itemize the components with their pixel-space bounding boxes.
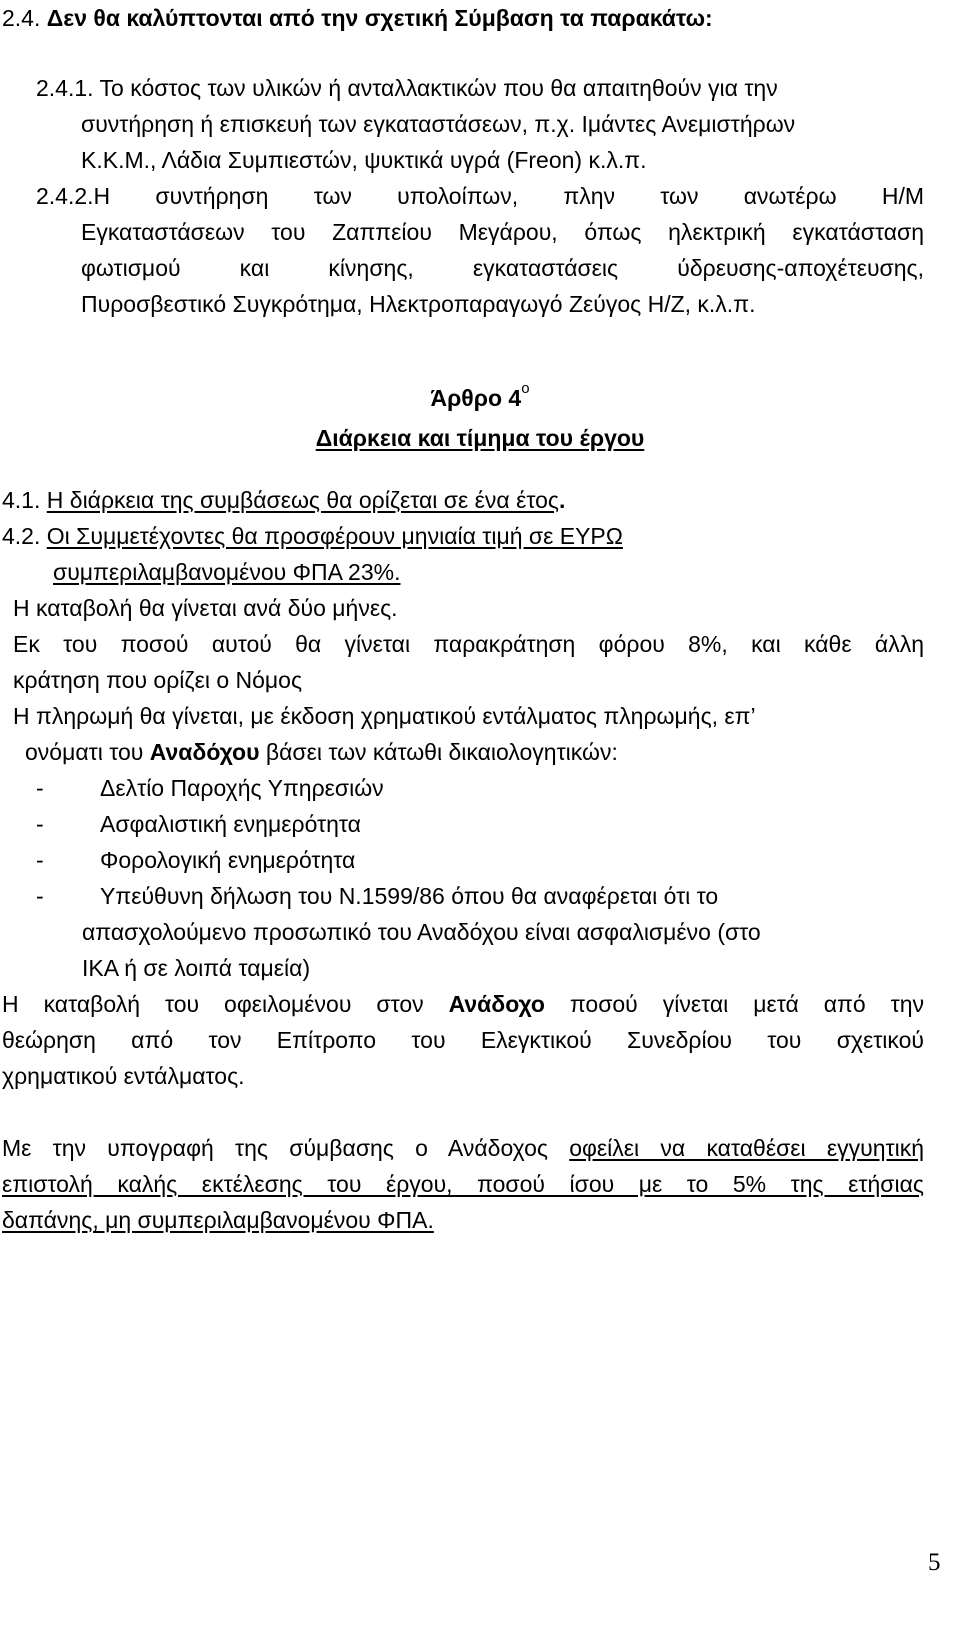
item-2-4-1-line-1: 2.4.1. Το κόστος των υλικών ή ανταλλακτικών που θα απαιτηθούν για την	[36, 75, 778, 101]
document-item-label: Υπεύθυνη δήλωση του Ν.1599/86 όπου θα αναφέρεται ότι το	[100, 883, 719, 909]
guarantee-underlined-3: δαπάνης, μη συμπεριλαμβανομένου ΦΠΑ.	[2, 1207, 434, 1233]
article-subtitle-text: Διάρκεια και τίμημα του έργου	[315, 425, 645, 451]
payment-withholding-line-2: κράτηση που ορίζει ο Νόμος	[13, 667, 303, 693]
item-4-2-text-2: συμπεριλαμβανομένου ΦΠΑ 23%.	[53, 559, 401, 585]
guarantee-line-1	[2, 1130, 924, 1166]
guarantee-text: Με την υπογραφή της σύμβασης ο Ανάδοχος	[2, 1135, 570, 1161]
document-item-label: Φορολογική ενημερότητα	[100, 847, 356, 873]
item-2-4-1-line-3: Κ.Κ.Μ., Λάδια Συμπιεστών, ψυκτικά υγρά (Freon) κ.λ.π.	[81, 147, 647, 173]
page-number: 5	[928, 1549, 941, 1576]
payment-method-text-post: βάσει των κάτωθι δικαιολογητικών:	[259, 739, 618, 765]
bullet-dash: -	[36, 883, 44, 909]
payment-method-text: ονόματι του	[25, 739, 150, 765]
item-4-1	[2, 482, 565, 518]
item-4-2-line-2	[53, 554, 400, 590]
document-item-4-line-3: ΙΚΑ ή σε λοιπά ταμεία)	[82, 955, 311, 981]
payment-withholding-line-1: Εκ του ποσού αυτού θα γίνεται παρακράτηση φόρου 8%, και κάθε άλλη	[13, 631, 924, 657]
contractor-bold-2: Ανάδοχο	[448, 991, 545, 1017]
final-payment-text-post: ποσού γίνεται μετά από την	[544, 991, 924, 1017]
section-number: 2.4.	[2, 5, 47, 31]
final-payment-line-3: χρηματικού εντάλματος.	[2, 1063, 245, 1089]
article-title	[0, 380, 960, 416]
final-payment-line-2: θεώρηση από τον Επίτροπο του Ελεγκτικού Συνεδρίου του σχετικού	[2, 1027, 924, 1053]
item-4-1-period: .	[558, 487, 566, 513]
contractor-bold: Αναδόχου	[149, 739, 260, 765]
final-payment-text: Η καταβολή του οφειλομένου στον	[2, 991, 449, 1017]
item-4-2-text: Οι Συμμετέχοντες θα προσφέρουν μηνιαία τιμή σε ΕΥΡΩ	[46, 523, 623, 549]
item-4-1-text: Η διάρκεια της συμβάσεως θα ορίζεται σε ένα έτος	[46, 487, 559, 513]
guarantee-underlined: οφείλει να καταθέσει εγγυητική	[569, 1135, 925, 1161]
document-item-label: Ασφαλιστική ενημερότητα	[100, 811, 361, 837]
guarantee-line-3	[2, 1202, 434, 1238]
bullet-dash: -	[36, 775, 44, 801]
document-item-label: Δελτίο Παροχής Υπηρεσιών	[100, 775, 384, 801]
item-2-4-2-line-4: Πυροσβεστικό Συγκρότημα, Ηλεκτροπαραγωγό Ζεύγος Η/Ζ, κ.λ.π.	[81, 291, 756, 317]
item-2-4-1-line-2: συντήρηση ή επισκευή των εγκαταστάσεων, π.χ. Ιμάντες Ανεμιστήρων	[81, 111, 796, 137]
item-2-4-2-line-2: Εγκαταστάσεων του Ζαππείου Μεγάρου, όπως ηλεκτρική εγκατάσταση	[81, 219, 924, 245]
section-2-4-heading	[2, 0, 713, 36]
bullet-dash: -	[36, 811, 44, 837]
article-subtitle	[0, 420, 960, 456]
bullet-dash: -	[36, 847, 44, 873]
article-title-superscript: ο	[521, 380, 530, 398]
section-heading-text: Δεν θα καλύπτονται από την σχετική Σύμβαση τα παρακάτω:	[46, 5, 713, 31]
item-4-2-number: 4.2.	[2, 523, 47, 549]
guarantee-underlined-2: επιστολή καλής εκτέλεσης του έργου, ποσού ίσου με το 5% της ετήσιας	[2, 1171, 924, 1197]
guarantee-line-2	[2, 1166, 924, 1202]
payment-method-line-1: Η πληρωμή θα γίνεται, με έκδοση χρηματικού εντάλματος πληρωμής, επ’	[13, 703, 756, 729]
item-4-1-number: 4.1.	[2, 487, 47, 513]
item-4-2-line-1	[2, 518, 623, 554]
final-payment-line-1	[2, 986, 924, 1022]
payment-installments: Η καταβολή θα γίνεται ανά δύο μήνες.	[13, 595, 398, 621]
article-title-text: Άρθρο 4	[430, 385, 522, 411]
payment-method-line-2	[25, 734, 618, 770]
document-item-4-line-2: απασχολούμενο προσωπικό του Αναδόχου είναι ασφαλισμένο (στο	[82, 919, 761, 945]
item-2-4-2-line-1: 2.4.2.Η συντήρηση των υπολοίπων, πλην των ανωτέρω Η/Μ	[36, 183, 924, 209]
item-2-4-2-line-3: φωτισμού και κίνησης, εγκαταστάσεις ύδρευσης-αποχέτευσης,	[81, 255, 924, 281]
